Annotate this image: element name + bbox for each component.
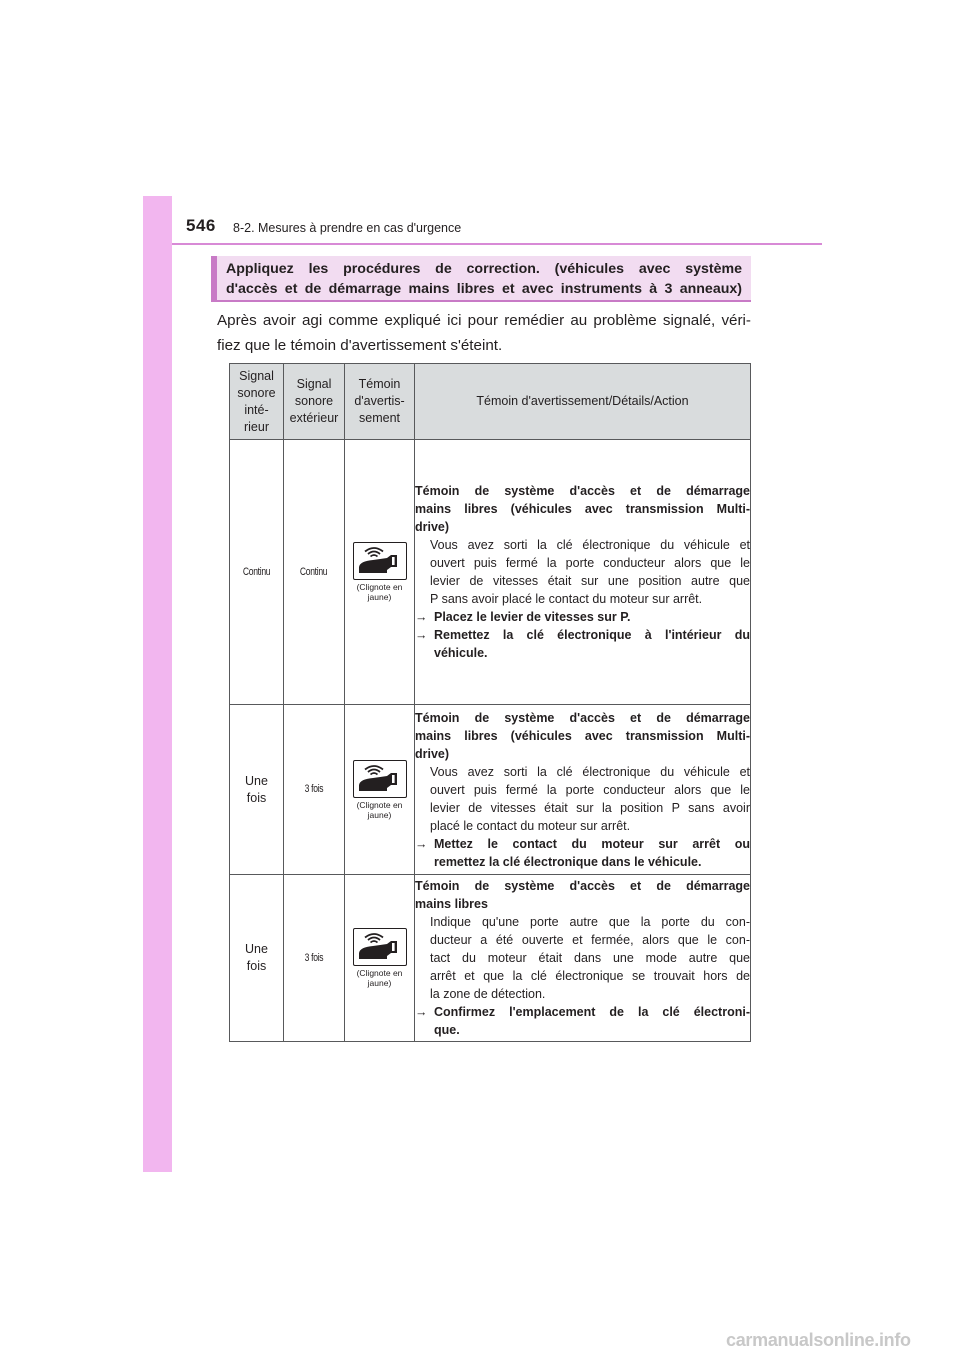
title-line: drive) (415, 746, 450, 761)
callout-heading (226, 259, 742, 299)
buzzer-value: Continu (242, 565, 271, 578)
desc-line: ouvert puis fermé la porte conducteur alors que le (430, 556, 750, 570)
indicator-note (345, 582, 414, 602)
title-line: Témoin de système d'accès et de démarrage (415, 484, 750, 498)
callout-accent-bar (211, 256, 217, 302)
desc-line: P sans avoir placé le contact du moteur sur arrêt. (430, 592, 703, 606)
title-line: mains libres (415, 897, 488, 911)
note-line: jaune) (367, 978, 392, 988)
header-text: Signal (296, 377, 332, 391)
warning-title (415, 877, 750, 913)
action-line: remettez la clé électronique dans le véhicule. (434, 854, 702, 869)
desc-line: placé le contact du moteur sur arrêt. (430, 818, 631, 833)
action-item (415, 1003, 750, 1039)
header-text: extérieur (289, 411, 339, 425)
desc-line: ouvert puis fermé la porte conducteur alors que le (430, 782, 750, 797)
action-line: Confirmez l'emplacement de la clé électroni- (434, 1005, 750, 1019)
action-line: Remettez la clé électronique à l'intérieur du (434, 628, 750, 642)
desc-line: la zone de détection. (430, 987, 546, 1001)
arrow-icon: → (415, 610, 428, 624)
header-text: sement (359, 411, 400, 425)
buzzer-value: Continu (300, 565, 328, 578)
buzzer-value: Une fois (245, 773, 268, 805)
warning-table (229, 363, 751, 1042)
desc-line: Indique qu'une porte autre que la porte du con- (430, 915, 750, 929)
header-text: Témoin (358, 377, 401, 391)
internal-buzzer-cell (230, 705, 284, 875)
title-line: drive) (415, 520, 450, 534)
table-row (230, 440, 751, 705)
external-buzzer-cell (284, 440, 345, 705)
side-color-strip (143, 196, 172, 1172)
warning-title (415, 482, 750, 536)
internal-buzzer-cell (230, 875, 284, 1042)
action-item (415, 835, 750, 871)
intro-line: Après avoir agi comme expliqué ici pour remédier au problème signalé, véri- (217, 312, 751, 329)
buzzer-value: 3 fois (304, 783, 324, 795)
smart-key-indicator-icon (353, 928, 407, 966)
indicator-cell (345, 875, 415, 1042)
details-cell (415, 440, 751, 705)
details-cell (415, 705, 751, 875)
desc-line: Vous avez sorti la clé électronique du véhicule et (430, 538, 750, 552)
external-buzzer-cell (284, 705, 345, 875)
page-number: 546 (186, 216, 216, 235)
indicator-note (345, 968, 414, 988)
arrow-icon: → (415, 628, 428, 642)
action-line: Mettez le contact du moteur sur arrêt ou (434, 836, 750, 851)
internal-buzzer-cell (230, 440, 284, 705)
action-line: que. (434, 1023, 460, 1037)
arrow-icon: → (415, 1005, 428, 1019)
desc-line: tact du moteur était dans une mode autre que (430, 951, 750, 965)
action-item (415, 626, 750, 662)
desc-line: Vous avez sorti la clé électronique du véhicule et (430, 764, 750, 779)
warning-description (415, 536, 750, 608)
buzzer-value: Une fois (245, 942, 268, 973)
table-row (230, 705, 751, 875)
header-text: d'avertis- (354, 394, 405, 408)
action-line: Placez le levier de vitesses sur P. (434, 610, 631, 624)
title-line: Témoin de système d'accès et de démarrage (415, 710, 750, 725)
smart-key-icon (357, 933, 403, 961)
watermark: carmanualsonline.info (726, 1330, 911, 1350)
indicator-cell (345, 705, 415, 875)
smart-key-icon (357, 547, 403, 575)
intro-paragraph (217, 308, 751, 358)
buzzer-value: 3 fois (304, 951, 324, 964)
desc-line: levier de vitesses était sur une position autre que (430, 574, 750, 588)
header-internal-buzzer (230, 364, 284, 440)
header-rule (172, 243, 822, 245)
header-external-buzzer (284, 364, 345, 440)
table-header-row (230, 364, 751, 440)
smart-key-indicator-icon (353, 542, 407, 580)
header-warning-light (345, 364, 415, 440)
external-buzzer-cell (284, 875, 345, 1042)
header-text: sonore (294, 394, 334, 408)
action-line: véhicule. (434, 646, 488, 660)
header-text: inté- (244, 402, 269, 417)
callout-line: d'accès et de démarrage mains libres et avec instruments à 3 anneaux) (226, 281, 742, 297)
note-line: (Clignote en (356, 968, 403, 978)
callout-bottom-rule (211, 300, 751, 302)
smart-key-indicator-icon (353, 760, 407, 798)
warning-description (415, 763, 750, 835)
warning-description (415, 913, 750, 1003)
warning-title (415, 709, 750, 763)
intro-line: fiez que le témoin d'avertissement s'éteint. (217, 337, 503, 354)
note-line: (Clignote en (356, 582, 403, 592)
note-line: jaune) (367, 809, 392, 820)
title-line: Témoin de système d'accès et de démarrage (415, 879, 750, 893)
desc-line: ducteur a été ouverte et fermée, alors que le con- (430, 933, 750, 947)
arrow-icon: → (415, 836, 428, 851)
indicator-cell (345, 440, 415, 705)
header-text: rieur (243, 419, 269, 434)
title-line: mains libres (véhicules avec transmission Multi- (415, 502, 750, 516)
header-text: Signal (239, 368, 274, 383)
title-line: mains libres (véhicules avec transmission Multi- (415, 728, 750, 743)
header-details: Témoin d'avertissement/Détails/Action (415, 364, 751, 440)
action-item (415, 608, 750, 626)
details-cell (415, 875, 751, 1042)
smart-key-icon (357, 765, 403, 793)
section-title: 8-2. Mesures à prendre en cas d'urgence (233, 221, 462, 235)
callout-line: Appliquez les procédures de correction. (véhicules avec système (226, 261, 742, 277)
header-text: sonore (237, 385, 276, 400)
desc-line: arrêt et que la clé électronique se trouvait hors de (430, 969, 750, 983)
table-row (230, 875, 751, 1042)
callout-box (211, 256, 751, 302)
note-line: jaune) (367, 592, 392, 602)
indicator-note (345, 800, 414, 820)
desc-line: levier de vitesses était sur la position P sans avoir (430, 800, 750, 815)
note-line: (Clignote en (356, 799, 403, 810)
